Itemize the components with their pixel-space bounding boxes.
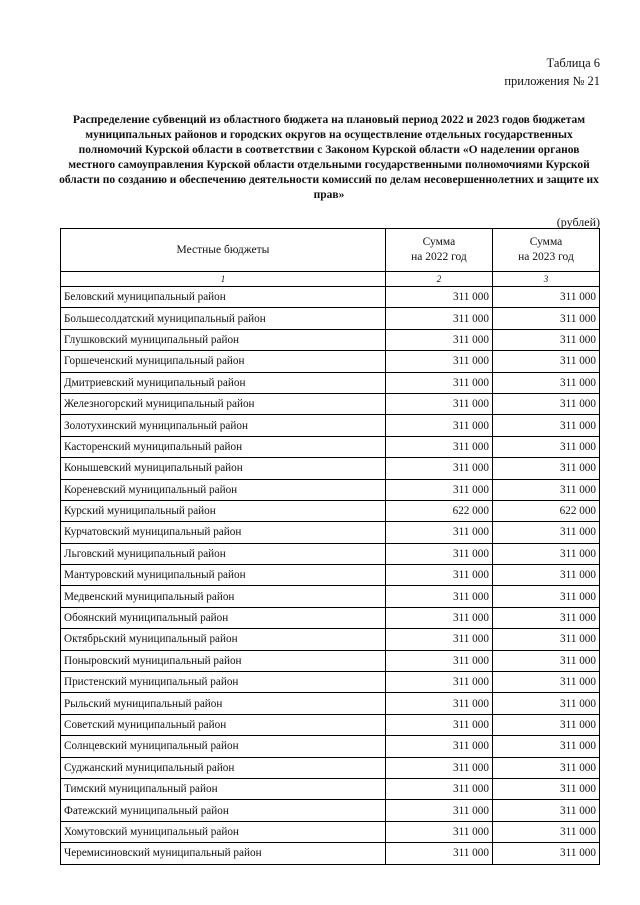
table-row — [61, 843, 600, 864]
district-name-cell: Обоянский муниципальный район — [61, 607, 386, 628]
table-row — [61, 736, 600, 757]
amount-2022-cell: 311 000 — [385, 308, 492, 329]
table-row — [61, 693, 600, 714]
amount-2022-cell: 311 000 — [385, 693, 492, 714]
district-name-cell: Пристенский муниципальный район — [61, 672, 386, 693]
amount-2022-cell: 311 000 — [385, 800, 492, 821]
amount-2022-cell: 311 000 — [385, 586, 492, 607]
district-name-cell: Советский муниципальный район — [61, 714, 386, 735]
amount-2022-cell: 311 000 — [385, 393, 492, 414]
district-name-cell: Глушковский муниципальный район — [61, 329, 386, 350]
amount-2023-cell: 311 000 — [492, 415, 599, 436]
table-row — [61, 714, 600, 735]
amount-2022-cell: 311 000 — [385, 565, 492, 586]
amount-2023-cell: 311 000 — [492, 650, 599, 671]
column-number-3: 3 — [492, 272, 599, 287]
table-row — [61, 607, 600, 628]
amount-2022-cell: 311 000 — [385, 287, 492, 308]
table-row — [61, 393, 600, 414]
amount-2023-cell: 311 000 — [492, 329, 599, 350]
table-row — [61, 479, 600, 500]
amount-2023-cell: 311 000 — [492, 393, 599, 414]
table-reference — [504, 54, 600, 90]
table-body — [61, 287, 600, 865]
amount-2022-cell: 311 000 — [385, 351, 492, 372]
district-name-cell: Фатежский муниципальный район — [61, 800, 386, 821]
district-name-cell: Рыльский муниципальный район — [61, 693, 386, 714]
amount-2023-cell: 311 000 — [492, 543, 599, 564]
amount-2023-cell: 311 000 — [492, 351, 599, 372]
table-row — [61, 586, 600, 607]
table-row — [61, 308, 600, 329]
table-row — [61, 287, 600, 308]
table-row — [61, 415, 600, 436]
district-name-cell: Конышевский муниципальный район — [61, 458, 386, 479]
district-name-cell: Солнцевский муниципальный район — [61, 736, 386, 757]
column-header-2023 — [492, 229, 599, 272]
column-header-2022 — [385, 229, 492, 272]
amount-2023-cell: 311 000 — [492, 607, 599, 628]
table-row — [61, 778, 600, 799]
district-name-cell: Дмитриевский муниципальный район — [61, 372, 386, 393]
amount-2022-cell: 311 000 — [385, 736, 492, 757]
amount-2023-cell: 311 000 — [492, 372, 599, 393]
amount-2023-cell: 311 000 — [492, 800, 599, 821]
table-row — [61, 351, 600, 372]
table-row — [61, 458, 600, 479]
district-name-cell: Курчатовский муниципальный район — [61, 522, 386, 543]
district-name-cell: Поныровский муниципальный район — [61, 650, 386, 671]
table-row — [61, 500, 600, 521]
amount-2022-cell: 311 000 — [385, 757, 492, 778]
amount-2023-cell: 311 000 — [492, 586, 599, 607]
column-number-row — [61, 272, 600, 287]
subvention-table — [60, 228, 600, 865]
amount-2023-cell: 311 000 — [492, 672, 599, 693]
district-name-cell: Октябрьский муниципальный район — [61, 629, 386, 650]
table-row — [61, 329, 600, 350]
amount-2023-cell: 311 000 — [492, 308, 599, 329]
amount-2022-cell: 311 000 — [385, 543, 492, 564]
column-number-2: 2 — [385, 272, 492, 287]
column-header-budgets: Местные бюджеты — [61, 229, 386, 272]
amount-2023-cell: 311 000 — [492, 436, 599, 457]
district-name-cell: Железногорский муниципальный район — [61, 393, 386, 414]
amount-2022-cell: 311 000 — [385, 458, 492, 479]
amount-2022-cell: 622 000 — [385, 500, 492, 521]
district-name-cell: Золотухинский муниципальный район — [61, 415, 386, 436]
amount-2023-cell: 311 000 — [492, 736, 599, 757]
district-name-cell: Касторенский муниципальный район — [61, 436, 386, 457]
amount-2023-cell: 311 000 — [492, 821, 599, 842]
district-name-cell: Горшеченский муниципальный район — [61, 351, 386, 372]
amount-2022-cell: 311 000 — [385, 329, 492, 350]
table-row — [61, 821, 600, 842]
amount-2023-cell: 311 000 — [492, 714, 599, 735]
amount-2022-cell: 311 000 — [385, 629, 492, 650]
amount-2023-cell: 311 000 — [492, 693, 599, 714]
table-row — [61, 672, 600, 693]
amount-2023-cell: 311 000 — [492, 565, 599, 586]
amount-2022-cell: 311 000 — [385, 479, 492, 500]
amount-2023-cell: 311 000 — [492, 522, 599, 543]
amount-2022-cell: 311 000 — [385, 372, 492, 393]
table-row — [61, 522, 600, 543]
amount-2023-cell: 311 000 — [492, 458, 599, 479]
amount-2022-cell: 311 000 — [385, 821, 492, 842]
amount-2023-cell: 311 000 — [492, 479, 599, 500]
table-row — [61, 757, 600, 778]
amount-2022-cell: 311 000 — [385, 778, 492, 799]
amount-2023-cell: 311 000 — [492, 287, 599, 308]
table-row — [61, 565, 600, 586]
amount-2023-cell: 311 000 — [492, 757, 599, 778]
table-number: Таблица 6 — [546, 56, 600, 70]
table-row — [61, 800, 600, 821]
column-header-2022-text: Сумма на 2022 год — [411, 236, 467, 263]
table-row — [61, 372, 600, 393]
amount-2023-cell: 311 000 — [492, 843, 599, 864]
district-name-cell: Курский муниципальный район — [61, 500, 386, 521]
amount-2022-cell: 311 000 — [385, 672, 492, 693]
column-header-2023-text: Сумма на 2023 год — [518, 236, 574, 263]
district-name-cell: Хомутовский муниципальный район — [61, 821, 386, 842]
amount-2022-cell: 311 000 — [385, 650, 492, 671]
district-name-cell: Кореневский муниципальный район — [61, 479, 386, 500]
table-header-row — [61, 229, 600, 272]
table-row — [61, 629, 600, 650]
amount-2022-cell: 311 000 — [385, 843, 492, 864]
document-title: Распределение субвенций из областного бюджета на плановый период 2022 и 2023 годов бюджетам муниципальных районов и городских округов на осуществление отдельных государственных полномочий Курской области в соответствии с Законом Курской области «О наделении органов местного самоуправления Курской области отдельными государственными полномочиями Курской области по созданию и обеспечению деятельности комиссий по делам несовершеннолетних и защите их прав» — [59, 114, 599, 201]
column-number-1: 1 — [61, 272, 386, 287]
district-name-cell: Тимский муниципальный район — [61, 778, 386, 799]
district-name-cell: Льговский муниципальный район — [61, 543, 386, 564]
table-row — [61, 543, 600, 564]
amount-2022-cell: 311 000 — [385, 607, 492, 628]
district-name-cell: Мантуровский муниципальный район — [61, 565, 386, 586]
district-name-cell: Медвенский муниципальный район — [61, 586, 386, 607]
amount-2022-cell: 311 000 — [385, 415, 492, 436]
amount-2022-cell: 311 000 — [385, 714, 492, 735]
amount-2022-cell: 311 000 — [385, 522, 492, 543]
appendix-number: приложения № 21 — [504, 74, 600, 88]
district-name-cell: Большесолдатский муниципальный район — [61, 308, 386, 329]
amount-2022-cell: 311 000 — [385, 436, 492, 457]
table-row — [61, 436, 600, 457]
amount-2023-cell: 311 000 — [492, 629, 599, 650]
district-name-cell: Беловский муниципальный район — [61, 287, 386, 308]
amount-2023-cell: 311 000 — [492, 778, 599, 799]
units-label: (рублей) — [556, 215, 600, 229]
district-name-cell: Черемисиновский муниципальный район — [61, 843, 386, 864]
amount-2023-cell: 622 000 — [492, 500, 599, 521]
table-row — [61, 650, 600, 671]
district-name-cell: Суджанский муниципальный район — [61, 757, 386, 778]
